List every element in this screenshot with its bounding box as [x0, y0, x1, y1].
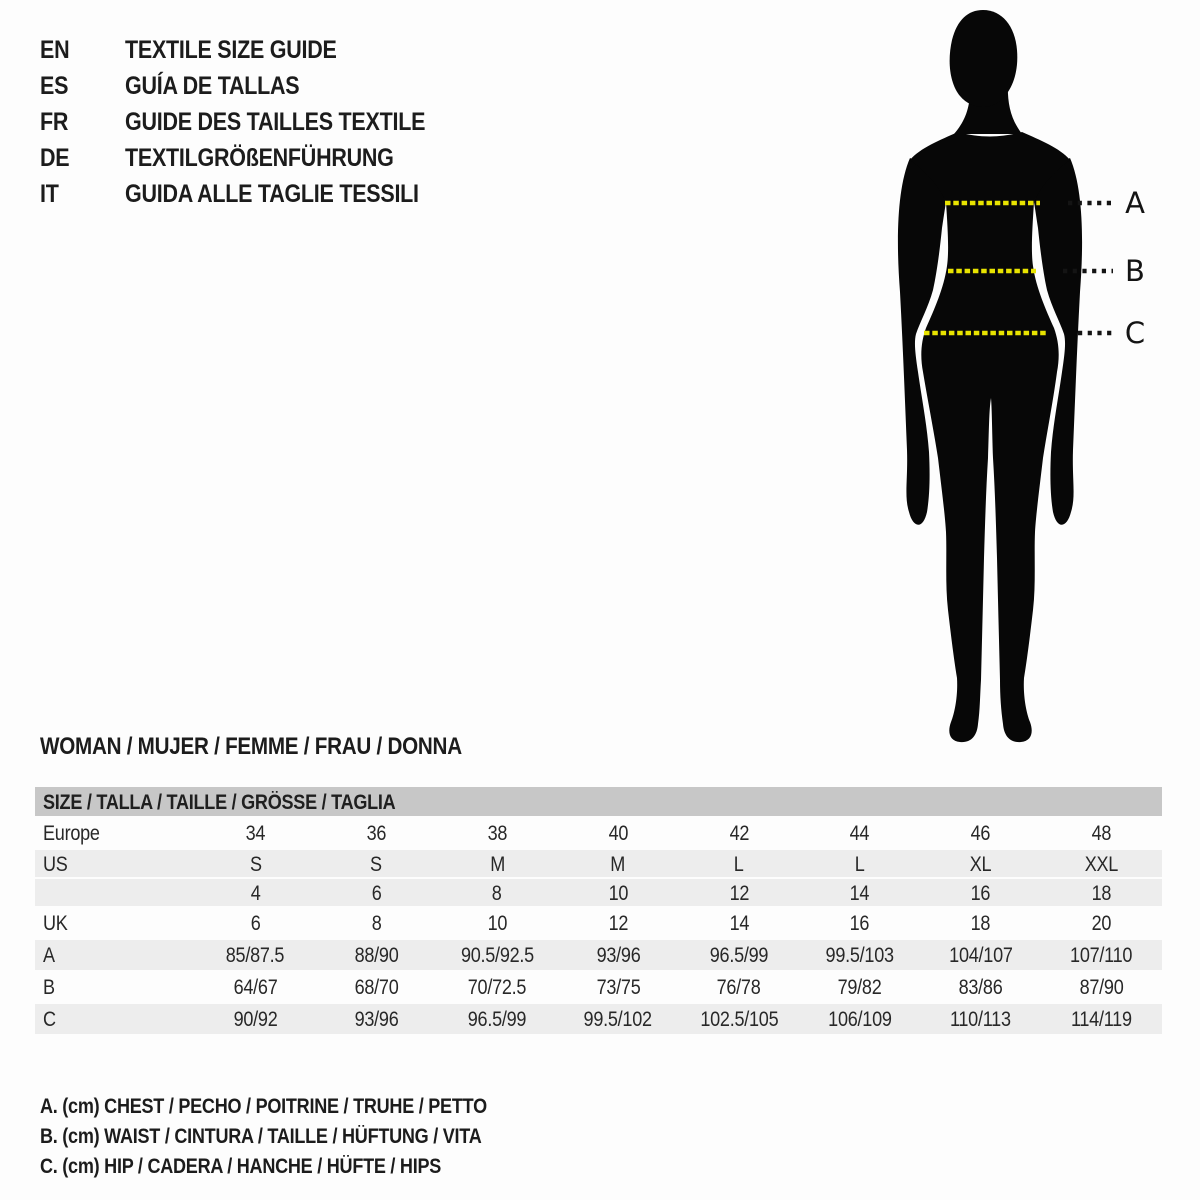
table-cell-value: 34: [245, 822, 266, 845]
table-cell: [679, 1004, 800, 1034]
table-cell-value: 110/113: [950, 1008, 1012, 1031]
language-row: [40, 32, 474, 68]
language-code: DE: [40, 144, 70, 172]
table-cell-value: 4: [250, 882, 261, 905]
table-cell: [920, 1004, 1041, 1034]
language-title: GUIDE DES TAILLES TEXTILE: [124, 108, 426, 136]
table-cell-value: 79/82: [837, 976, 882, 999]
table-cell: [1041, 850, 1162, 877]
legend-line: [40, 1152, 560, 1182]
table-cell-value: 16: [850, 912, 870, 935]
language-row: [40, 176, 474, 212]
marker-label-b: B: [1125, 254, 1145, 288]
table-row-label-cell: [35, 1004, 195, 1034]
table-cell: [437, 972, 558, 1004]
table-cell-value: 68/70: [354, 976, 399, 999]
table-cell: [1041, 908, 1162, 940]
table-cell-value: 38: [487, 822, 507, 845]
table-cell-value: 70/72.5: [467, 976, 527, 999]
table-row-label-cell: [35, 940, 195, 970]
table-cell-value: 96.5/99: [709, 944, 769, 967]
table-cell-value: 114/119: [1071, 1008, 1132, 1031]
language-title: TEXTILGRÖßENFÜHRUNG: [124, 144, 394, 172]
table-cell-value: XL: [969, 853, 992, 876]
table-cell-value: 36: [366, 822, 387, 845]
section-title: [40, 733, 531, 761]
table-cell: [316, 818, 437, 850]
table-row: [35, 818, 1162, 850]
table-cell: [316, 908, 437, 940]
table-cell-value: 76/78: [716, 976, 761, 999]
table-cell-value: 64/67: [233, 976, 278, 999]
size-table-header-text: SIZE / TALLA / TAILLE / GRÖSSE / TAGLIA: [43, 791, 396, 814]
language-code: ES: [40, 72, 69, 100]
table-cell: [195, 1004, 316, 1034]
table-cell: [437, 850, 558, 877]
table-cell-value: 16: [970, 882, 991, 905]
language-row: [40, 140, 474, 176]
table-cell: [316, 940, 437, 970]
marker-label-a: A: [1125, 186, 1145, 220]
table-cell-value: 6: [371, 882, 382, 905]
section-title-text: WOMAN / MUJER / FEMME / FRAU / DONNA: [40, 733, 462, 760]
table-cell-value: L: [854, 853, 865, 876]
table-cell-value: 96.5/99: [467, 1008, 527, 1031]
table-cell-value: 18: [1091, 882, 1112, 905]
table-cell-value: 93/96: [596, 944, 641, 967]
table-cell: [920, 879, 1041, 906]
table-cell: [195, 818, 316, 850]
table-cell: [558, 879, 679, 906]
table-cell: [679, 908, 800, 940]
table-cell-value: 90.5/92.5: [460, 944, 534, 967]
table-cell: [558, 972, 679, 1004]
table-cell-value: 106/109: [828, 1008, 892, 1031]
table-cell: [316, 1004, 437, 1034]
table-cell-value: 102.5/105: [699, 1008, 778, 1031]
table-cell-value: 8: [371, 912, 382, 935]
table-cell-value: 73/75: [596, 976, 641, 999]
table-cell: [558, 940, 679, 970]
row-label: Europe: [43, 822, 100, 845]
table-cell-value: M: [489, 853, 505, 876]
table-cell: [558, 850, 679, 877]
table-cell: [316, 972, 437, 1004]
table-row-label-cell: [35, 818, 195, 850]
legend-text: B. (cm) WAIST / CINTURA / TAILLE / HÜFTUNG / VITA: [40, 1125, 482, 1148]
row-label: C: [43, 1008, 56, 1031]
table-cell: [558, 908, 679, 940]
table-row-label-cell: [35, 908, 195, 940]
row-label: UK: [43, 912, 68, 935]
table-row: [35, 972, 1162, 1004]
table-cell: [799, 940, 920, 970]
legend-text: C. (cm) HIP / CADERA / HANCHE / HÜFTE / HIPS: [40, 1155, 442, 1178]
table-cell-value: 99.5/102: [583, 1008, 653, 1031]
table-cell-value: 40: [608, 822, 628, 845]
table-cell-value: 20: [1091, 912, 1112, 935]
table-cell: [920, 818, 1041, 850]
table-cell: [920, 940, 1041, 970]
table-cell: [558, 1004, 679, 1034]
size-table-header: [35, 787, 1162, 818]
row-label: US: [43, 853, 68, 876]
table-cell: [437, 879, 558, 906]
table-cell: [316, 850, 437, 877]
table-cell-value: 12: [608, 912, 628, 935]
table-cell: [920, 908, 1041, 940]
table-cell: [920, 850, 1041, 877]
table-row-label-cell: [35, 972, 195, 1004]
table-cell-value: S: [249, 853, 262, 876]
table-cell: [799, 1004, 920, 1034]
table-cell-value: 48: [1091, 822, 1112, 845]
size-table: [35, 787, 1162, 1036]
table-row: [35, 850, 1162, 879]
table-cell-value: XXL: [1084, 853, 1119, 876]
table-cell: [558, 818, 679, 850]
table-cell-value: S: [370, 853, 383, 876]
table-cell-value: 90/92: [233, 1008, 278, 1031]
legend-line: [40, 1122, 560, 1152]
language-code: FR: [40, 108, 69, 136]
table-cell: [316, 879, 437, 906]
table-row-label-cell: [35, 850, 195, 877]
table-cell-value: 99.5/103: [825, 944, 894, 967]
table-cell: [679, 972, 800, 1004]
table-cell-value: L: [734, 853, 744, 876]
table-cell-value: 83/86: [958, 976, 1003, 999]
table-cell-value: 14: [850, 882, 870, 905]
table-cell: [1041, 1004, 1162, 1034]
table-cell: [799, 879, 920, 906]
language-title-list: [40, 32, 474, 212]
table-row-label-cell: [35, 879, 195, 906]
table-cell: [1041, 940, 1162, 970]
table-cell: [195, 972, 316, 1004]
table-cell: [195, 908, 316, 940]
legend-line: [40, 1092, 560, 1122]
table-cell-value: M: [610, 853, 626, 876]
table-row: [35, 879, 1162, 908]
table-cell-value: 42: [729, 822, 749, 845]
table-cell: [437, 1004, 558, 1034]
table-cell: [679, 818, 800, 850]
table-cell: [679, 850, 800, 877]
table-cell-value: 46: [970, 822, 991, 845]
table-cell-value: 44: [850, 822, 870, 845]
table-cell-value: 88/90: [354, 944, 399, 967]
table-cell: [920, 972, 1041, 1004]
table-cell-value: 104/107: [948, 944, 1013, 967]
table-cell: [799, 908, 920, 940]
table-cell: [195, 940, 316, 970]
woman-head-silhouette: [950, 10, 1018, 107]
table-row: [35, 940, 1162, 972]
language-row: [40, 104, 474, 140]
language-code: EN: [40, 36, 70, 64]
table-cell-value: 107/110: [1070, 944, 1133, 967]
table-cell: [195, 850, 316, 877]
language-title: TEXTILE SIZE GUIDE: [124, 36, 337, 64]
table-cell-value: 14: [729, 912, 749, 935]
table-cell-value: 87/90: [1079, 976, 1124, 999]
row-label: B: [43, 976, 55, 999]
measurement-legend: [40, 1092, 560, 1182]
table-cell: [1041, 879, 1162, 906]
table-cell-value: 93/96: [354, 1008, 399, 1031]
language-row: [40, 68, 474, 104]
legend-text: A. (cm) CHEST / PECHO / POITRINE / TRUHE / PETTO: [40, 1095, 487, 1118]
table-cell: [679, 940, 800, 970]
table-cell-value: 18: [970, 912, 991, 935]
table-cell: [1041, 818, 1162, 850]
table-cell: [437, 818, 558, 850]
table-row: [35, 1004, 1162, 1036]
language-title: GUÍA DE TALLAS: [124, 72, 300, 100]
row-label: A: [43, 944, 55, 967]
language-title: GUIDA ALLE TAGLIE TESSILI: [124, 180, 419, 208]
language-code: IT: [40, 180, 59, 208]
marker-label-c: C: [1124, 316, 1146, 350]
table-cell: [799, 818, 920, 850]
table-cell-value: 85/87.5: [226, 944, 285, 967]
table-cell-value: 6: [250, 912, 261, 935]
table-cell: [437, 908, 558, 940]
table-cell: [799, 850, 920, 877]
woman-silhouette-figure: [850, 0, 1200, 760]
size-table-body: [35, 818, 1162, 1036]
table-row: [35, 908, 1162, 940]
table-cell: [799, 972, 920, 1004]
table-cell-value: 10: [487, 912, 507, 935]
table-cell-value: 10: [608, 882, 628, 905]
table-cell: [679, 879, 800, 906]
table-cell: [437, 940, 558, 970]
table-cell: [195, 879, 316, 906]
table-cell-value: 12: [729, 882, 749, 905]
table-cell-value: 8: [492, 882, 503, 905]
table-cell: [1041, 972, 1162, 1004]
